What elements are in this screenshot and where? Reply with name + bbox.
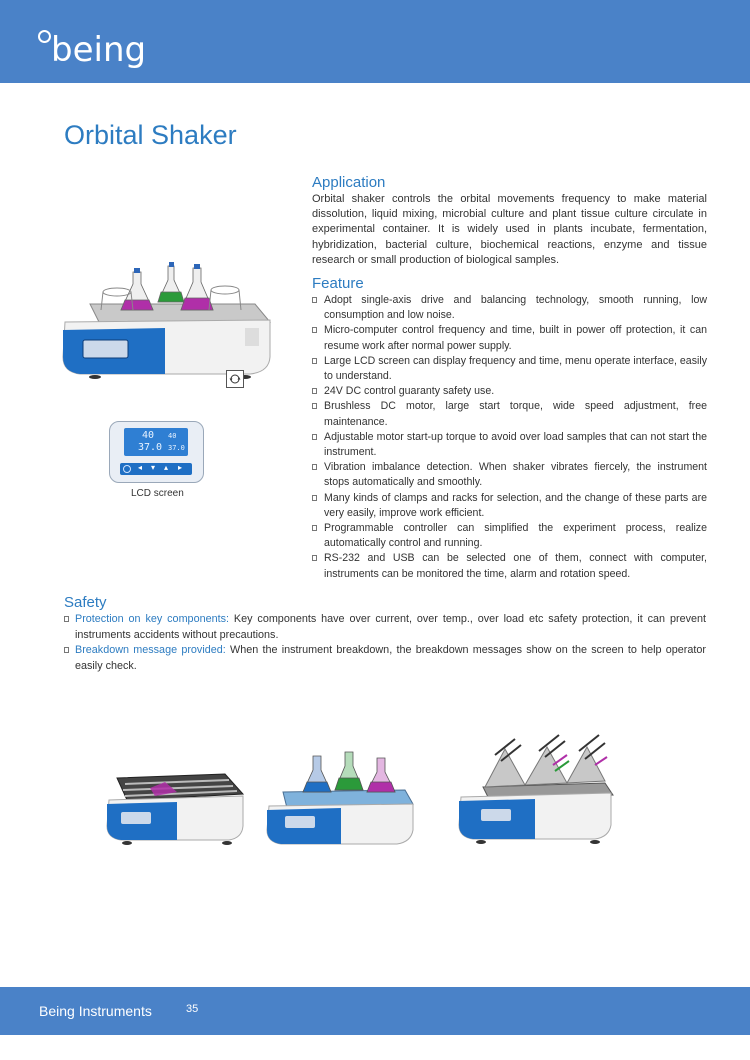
logo-dot-icon: [38, 30, 51, 43]
list-item: RS-232 and USB can be selected one of them, connect with computer, instruments can be monitored the time, alarm and rotation speed.: [312, 551, 707, 581]
lcd-readout-2b: 37.0: [168, 444, 185, 452]
bullet-icon: [312, 464, 317, 470]
list-item: Adopt single-axis drive and balancing technology, smooth running, low consumption and low noise.: [312, 293, 707, 323]
lcd-button-bar: [120, 463, 192, 475]
list-item: Breakdown message provided: When the instrument breakdown, the breakdown messages show on the screen to help operator easily check.: [64, 643, 706, 674]
bullet-icon: [64, 647, 69, 653]
up-arrow-button-icon[interactable]: ▴: [164, 463, 169, 472]
bullet-icon: [312, 297, 317, 303]
list-item: Adjustable motor start-up torque to avoid over load samples that can not start the instrument.: [312, 430, 707, 460]
down-arrow-button-icon[interactable]: ▾: [151, 463, 156, 472]
bullet-icon: [312, 495, 317, 501]
lcd-readout-1: 40: [142, 430, 155, 441]
feature-heading: Feature: [312, 275, 364, 292]
bullet-icon: [312, 388, 317, 394]
shaker-flask-variant-image: [265, 750, 415, 850]
bullet-icon: [312, 358, 317, 364]
orbit-motion-icon: [226, 370, 244, 388]
bullet-icon: [312, 525, 317, 531]
list-item: Brushless DC motor, large start torque, wide speed adjustment, free maintenance.: [312, 399, 707, 429]
bullet-icon: [64, 616, 69, 622]
lcd-caption: LCD screen: [131, 488, 184, 499]
bullet-icon: [312, 403, 317, 409]
list-item: Programmable controller can simplified the experiment process, realize automatically control and running.: [312, 521, 707, 551]
footer-brand: Being Instruments: [39, 1003, 152, 1019]
list-item: Many kinds of clamps and racks for selection, and the change of these parts are very easily, improve work efficient.: [312, 491, 707, 521]
application-heading: Application: [312, 174, 386, 191]
list-item: 24V DC control guaranty safety use.: [312, 384, 707, 399]
safety-list: [64, 612, 706, 674]
lcd-screen: [124, 428, 188, 456]
shaker-tube-rack-variant-image: [455, 725, 615, 855]
shaker-rack-variant-image: [105, 760, 245, 860]
list-item: Vibration imbalance detection. When shaker vibrates fiercely, the instrument stops automatically and smoothly.: [312, 460, 707, 490]
start-button-icon[interactable]: ▸: [178, 463, 183, 472]
left-arrow-button-icon[interactable]: ◂: [138, 463, 143, 472]
lcd-readout-1b: 40: [168, 432, 177, 440]
lcd-panel: [109, 421, 204, 483]
safety-heading: Safety: [64, 594, 107, 611]
application-text: Orbital shaker controls the orbital movements frequency to make material dissolution, liquid mixing, microbial culture and plant tissue culture circulate in experimental container. It is widely used in plants incubate, fermentation, hybridization, bacterial culture, biochemical reactions, enzyme and tissue research or small production of biological samples.: [312, 193, 707, 266]
list-item: Large LCD screen can display frequency and time, menu operate interface, easily to understand.: [312, 354, 707, 384]
list-item: Protection on key components: Key components have over current, over temp., over load etc safety protection, it can prevent instruments accidents without precautions.: [64, 612, 706, 643]
power-button-icon[interactable]: [123, 465, 131, 473]
lcd-readout-2: 37.0: [138, 442, 163, 453]
page-number: 35: [186, 1003, 199, 1015]
list-item: Micro-computer control frequency and time, built in power off protection, it can resume work after normal power supply.: [312, 323, 707, 353]
bullet-icon: [312, 434, 317, 440]
feature-list: [312, 293, 707, 582]
page-title: Orbital Shaker: [64, 120, 237, 150]
brand-logo: being: [51, 30, 147, 70]
bullet-icon: [312, 555, 317, 561]
bullet-icon: [312, 327, 317, 333]
